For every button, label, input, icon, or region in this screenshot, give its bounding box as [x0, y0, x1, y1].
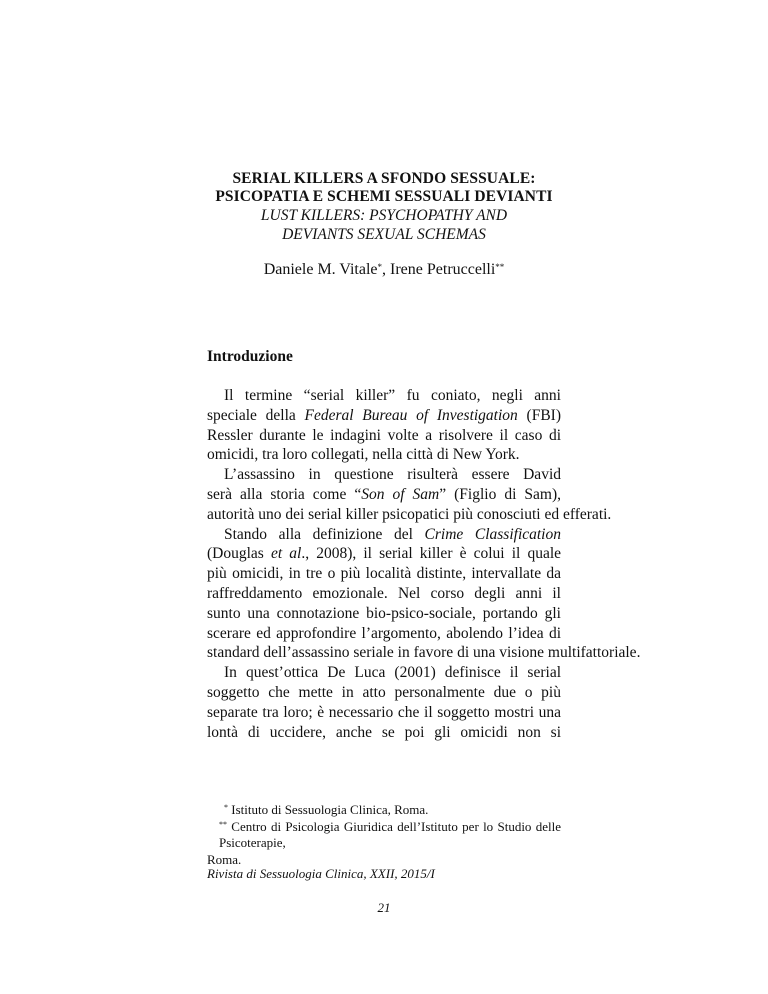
body-line: separate tra loro; è necessario che il soggetto mostri una [207, 703, 561, 721]
author-line [0, 260, 768, 280]
body-line: speciale della Federal Bureau of Investigation (FBI) [207, 406, 561, 424]
footnote-2: ** Centro di Psicologia Giuridica dell’Istituto per lo Studio delle Psicoterapie, [219, 818, 561, 850]
page-number: 21 [377, 900, 391, 915]
body-line: L’assassino in questione risulterà essere David [224, 466, 561, 484]
article-title-line-1: SERIAL KILLERS A SFONDO SESSUALE: [232, 170, 536, 187]
body-line: sunto una connotazione bio-psico-sociale, portando gli [207, 604, 561, 622]
body-line: scerare ed approfondire l’argomento, abolendo l’idea di [207, 624, 561, 642]
body-line: più omicidi, in tre o più località distinte, intervallate da [207, 565, 561, 583]
body-line: lontà di uccidere, anche se poi gli omicidi non si [207, 723, 561, 741]
body-line: raffreddamento emozionale. Nel corso degli anni il [207, 584, 561, 602]
body-line: Ressler durante le indagini volte a risolvere il caso di [207, 426, 561, 444]
author-separator: , [382, 261, 391, 278]
section-heading: Introduzione [207, 348, 293, 365]
footnote-2-continued: Roma. [207, 851, 242, 867]
body-line: standard dell’assassino seriale in favore di una visione multifattoriale. [207, 644, 641, 662]
footnotes [207, 802, 561, 868]
body-line: (Douglas et al., 2008), il serial killer è colui il quale [207, 545, 561, 563]
body-line: soggetto che mette in atto personalmente due o più [207, 683, 561, 701]
author-2-footnote-mark: ** [495, 262, 505, 272]
english-title-line-1: LUST KILLERS: PSYCHOPATHY AND [260, 207, 508, 224]
author-1: Daniele M. Vitale [263, 261, 378, 278]
title-block [0, 170, 768, 280]
body-line: omicidi, tra loro collegati, nella città di New York. [207, 446, 520, 464]
article-title-line-2: PSICOPATIA E SCHEMI SESSUALI DEVIANTI [215, 188, 553, 205]
journal-citation: Rivista di Sessuologia Clinica, XXII, 2015/I [207, 866, 435, 881]
body-text [207, 386, 641, 742]
body-line: Stando alla definizione del Crime Classification [224, 525, 561, 543]
footnote-1: * Istituto di Sessuologia Clinica, Roma. [224, 802, 429, 817]
body-line: autorità uno dei serial killer psicopatici più conosciuti ed efferati. [207, 505, 612, 523]
author-2: Irene Petruccelli [390, 261, 496, 278]
body-line: In quest’ottica De Luca (2001) definisce il serial [224, 664, 561, 682]
body-line: serà alla storia come “Son of Sam” (Figlio di Sam), [207, 485, 561, 503]
author-1-footnote-mark: * [377, 262, 383, 272]
body-line: Il termine “serial killer” fu coniato, negli anni [224, 387, 561, 404]
english-title-line-2: DEVIANTS SEXUAL SCHEMAS [282, 226, 486, 243]
